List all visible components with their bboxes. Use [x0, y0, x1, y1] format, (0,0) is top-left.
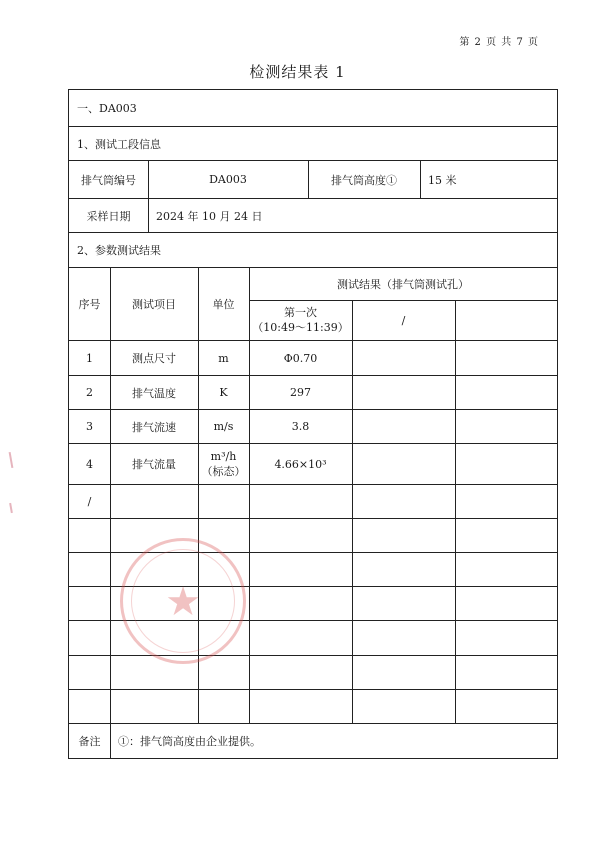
- table-header: [69, 268, 557, 341]
- header-results: 测试结果（排气筒测试孔）: [337, 278, 469, 291]
- row-value-3: [455, 341, 557, 375]
- row-value-3: [455, 485, 557, 518]
- table-row: [69, 410, 557, 444]
- table-row-empty: [69, 690, 557, 724]
- subsection-title: 2、参数测试结果: [77, 244, 161, 257]
- section-title: 一、DA003: [77, 102, 137, 115]
- row-value-1: 4.66×10³: [274, 457, 327, 471]
- row-item: 排气流速: [132, 420, 176, 434]
- row-item: 排气温度: [132, 386, 176, 400]
- table-row: [69, 485, 557, 519]
- header-third-test: [455, 300, 557, 340]
- margin-mark: [9, 452, 14, 468]
- row-value-2: [352, 376, 455, 409]
- stack-no-label: 排气筒编号: [81, 173, 136, 187]
- row-unit: [198, 444, 249, 484]
- row-item: 测点尺寸: [132, 352, 176, 365]
- row-value-2: [352, 410, 455, 443]
- result-table-frame: [68, 89, 558, 759]
- row-unit: K: [219, 386, 228, 399]
- header-first-label: 第一次: [284, 306, 317, 319]
- table-row-empty: [69, 519, 557, 553]
- margin-mark: [9, 503, 13, 513]
- remarks-row: [69, 724, 557, 758]
- row-value-3: [455, 376, 557, 409]
- header-first-test: [249, 300, 352, 340]
- header-second-test: /: [401, 313, 406, 327]
- row-unit-note: （标态）: [201, 465, 246, 478]
- row-value-2: [352, 341, 455, 375]
- row-value-1: [249, 485, 352, 518]
- row-no: 3: [86, 420, 93, 433]
- row-no: 1: [86, 351, 93, 365]
- subsection-row: [69, 127, 557, 161]
- row-item: [110, 485, 198, 518]
- row-value-1: 3.8: [291, 420, 310, 433]
- sample-date-value: 2024 年 10 月 24 日: [156, 209, 263, 223]
- table-row-empty: [69, 656, 557, 690]
- remarks-text: ①：排气筒高度由企业提供。: [118, 735, 261, 748]
- header-item: 测试项目: [132, 298, 176, 311]
- row-value-2: [352, 444, 455, 484]
- header-unit: 单位: [212, 298, 235, 311]
- row-unit: [198, 485, 249, 518]
- section-row: [69, 90, 557, 127]
- page-number: 第 2 页 共 7 页: [459, 37, 539, 48]
- info-row: [69, 161, 557, 199]
- row-item: 排气流量: [132, 458, 176, 471]
- row-value-3: [455, 410, 557, 443]
- row-unit: m/s: [213, 420, 234, 433]
- table-row: [69, 376, 557, 410]
- row-unit-main: m³/h: [210, 450, 237, 463]
- subsection-title: 1、测试工段信息: [77, 137, 161, 151]
- row-value-3: [455, 444, 557, 484]
- row-value-1: 297: [290, 386, 311, 399]
- star-icon: ★: [165, 579, 201, 625]
- table-row: [69, 444, 557, 485]
- row-no: 4: [86, 457, 93, 471]
- row-no: 2: [86, 386, 93, 399]
- row-value-2: [352, 485, 455, 518]
- header-first-time: （10:49～11:39）: [252, 321, 349, 334]
- sample-date-label: 采样日期: [86, 209, 131, 223]
- row-unit: m: [218, 351, 229, 365]
- stack-no-value: DA003: [209, 173, 247, 186]
- document-title: 检测结果表 1: [249, 63, 346, 81]
- info-row: [69, 199, 557, 233]
- seal-stamp: [120, 538, 246, 664]
- subsection-row: [69, 233, 557, 268]
- row-value-1: Φ0.70: [283, 351, 318, 365]
- stack-height-value: 15 米: [428, 173, 457, 187]
- header-no: 序号: [78, 298, 101, 311]
- row-no: /: [87, 495, 92, 508]
- stack-height-label: 排气筒高度①: [331, 173, 397, 187]
- remarks-label: 备注: [78, 735, 101, 748]
- table-row: [69, 341, 557, 376]
